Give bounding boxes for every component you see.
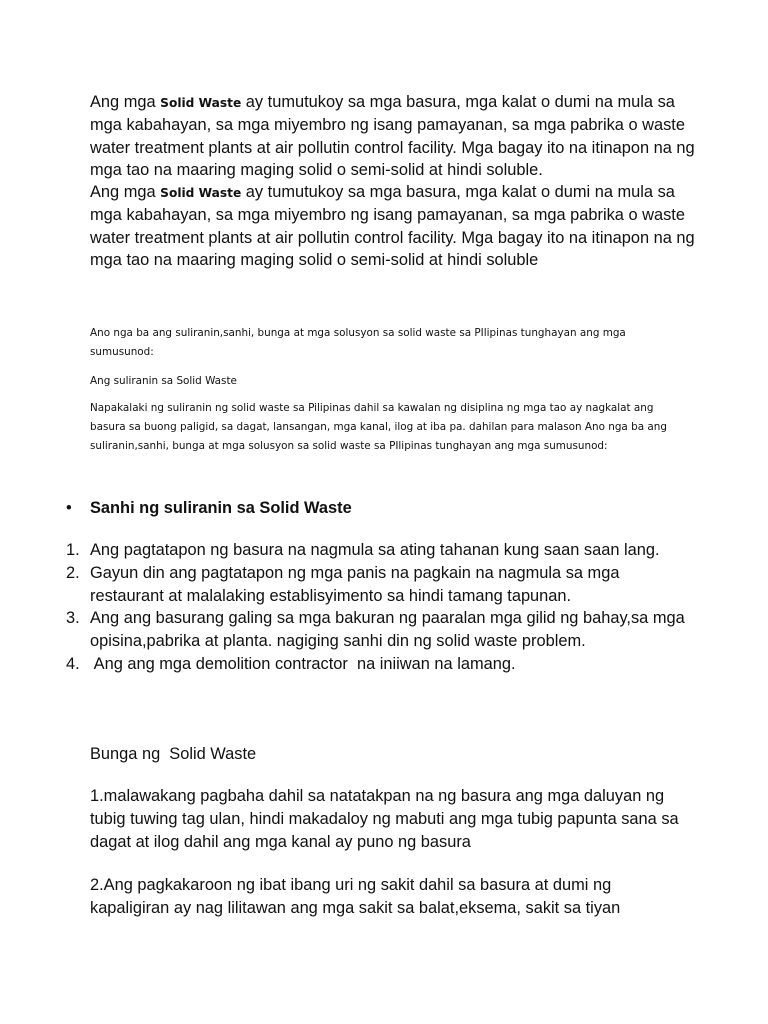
solid-waste-term: Solid Waste	[160, 96, 242, 110]
sanhi-heading	[66, 497, 352, 519]
intro-paragraph	[90, 181, 710, 271]
list-item-text: Ang pagtatapon ng basura na nagmula sa ating tahanan kung saan saan lang.	[90, 541, 660, 559]
list-item-text: Ang ang basurang galing sa mga bakuran ng paaralan mga gilid ng bahay,sa mga opisina,pabrika at planta. nagiging sanhi din ng solid waste problem.	[90, 609, 685, 651]
question-text: Ano nga ba ang suliranin,sanhi, bunga at mga solusyon sa solid waste sa PIlipinas tunghayan ang mga sumusunod:	[90, 327, 626, 358]
intro-rest: ay tumutukoy sa mga basura, mga kalat o dumi na mula sa mga kabahayan, sa mga miyembro ng isang pamayanan, sa mga pabrika o waste water treatment plants at air pollutin control facility. Mga bagay ito na itinapon na ng mga tao na maaring maging solid o semi-solid at hindi soluble.	[90, 93, 695, 179]
list-number: 4.	[66, 654, 80, 673]
list-item	[66, 607, 686, 653]
bunga-item-2: 2.Ang pagkakaroon ng ibat ibang uri ng sakit dahil sa basura at dumi ng kapaligiran ay nag lilitawan ang mga sakit sa balat,eksema, sakit sa tiyan	[90, 876, 621, 917]
list-item	[66, 562, 686, 608]
list-number: 3.	[66, 609, 80, 628]
intro-lead: Ang mga	[90, 93, 161, 111]
list-item	[66, 539, 686, 562]
list-item	[66, 653, 686, 676]
intro-paragraph	[90, 91, 710, 181]
bunga-item-1: 1.malawakang pagbaha dahil sa natatakpan na ng basura ang mga daluyan ng tubig tuwing tag ulan, hindi makadaloy ng mabuti ang mga tubig papunta sana sa dagat at ilog dahil ang mga kanal ay puno ng basura	[90, 787, 679, 851]
solid-waste-term: Solid Waste	[160, 186, 242, 201]
list-number: 2.	[66, 563, 80, 582]
bullet-icon: •	[66, 499, 72, 517]
list-item-text: Gayun din ang pagtatapon ng mga panis na pagkain na nagmula sa mga restaurant at malalaking establisyimento sa hindi tamang tapunan.	[90, 563, 620, 605]
sanhi-heading-label: Sanhi ng suliranin sa Solid Waste	[90, 499, 352, 517]
intro-text	[90, 91, 710, 271]
bunga-heading: Bunga ng Solid Waste	[90, 745, 257, 763]
sanhi-list	[66, 539, 686, 676]
suliranin-heading: Ang suliranin sa Solid Waste	[90, 375, 237, 387]
list-number: 1.	[66, 541, 80, 559]
intro-lead: Ang mga	[90, 183, 161, 202]
suliranin-body: Napakalaki ng suliranin ng solid waste sa Pilipinas dahil sa kawalan ng disiplina ng mga tao ay nagkalat ang basura sa buong paligid, sa dagat, lansangan, mga kanal, ilog at iba pa. dahilan para malason Ano nga ba ang suliranin,sanhi, bunga at mga solusyon sa solid waste sa PIlipinas tunghayan ang mga sumusunod:	[90, 402, 667, 452]
list-item-text: Ang ang mga demolition contractor na iniiwan na lamang.	[90, 654, 516, 673]
intro-rest: ay tumutukoy sa mga basura, mga kalat o dumi na mula sa mga kabahayan, sa mga miyembro ng isang pamayanan, sa mga pabrika o waste water treatment plants at air pollutin control facility. Mga bagay ito na itinapon na ng mga tao na maaring maging solid o semi-solid at hindi soluble	[90, 183, 695, 270]
